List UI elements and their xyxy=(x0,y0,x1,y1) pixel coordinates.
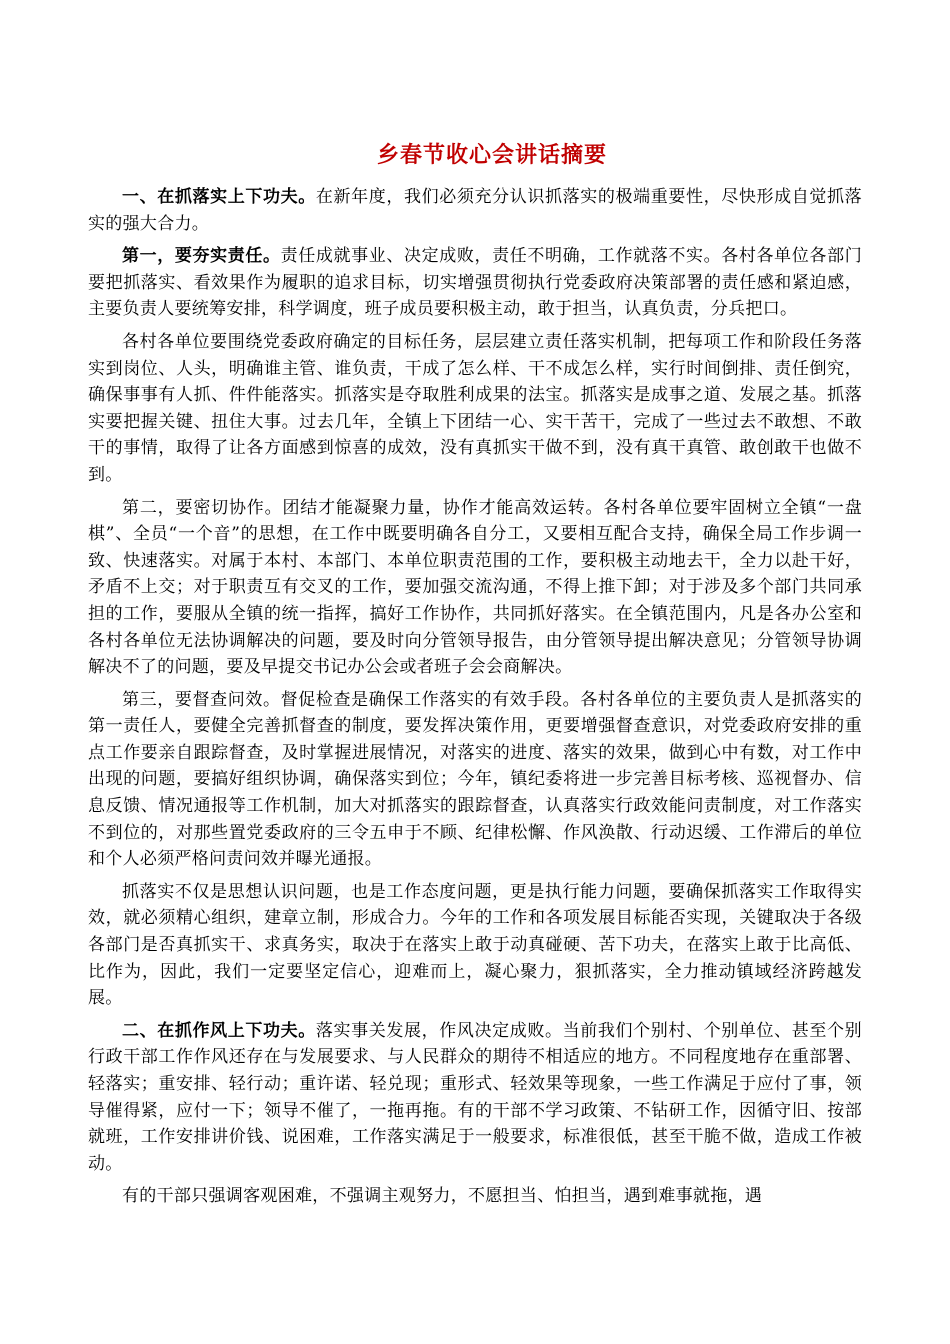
subheading-first: 第一，要夯实责任。 xyxy=(122,246,281,267)
paragraph-8 xyxy=(88,1183,862,1210)
document-title: 乡春节收心会讲话摘要 xyxy=(376,142,607,168)
paragraph-1 xyxy=(88,184,862,237)
paragraph-7 xyxy=(88,1018,862,1178)
paragraph-text: 第二，要密切协作。团结才能凝聚力量，协作才能高效运转。各村各单位要牢固树立全镇“一盘棋”、全员“一个音”的思想，在工作中既要明确各自分工，又要相互配合支持，确保全局工作步调一致、快速落实。对属于本村、本部门、本单位职责范围的工作，要积极主动地去干，全力以赴干好，矛盾不上交；对于职责互有交叉的工作，要加强交流沟通，不得上推下卸；对于涉及多个部门共同承担的工作，要服从全镇的统一指挥，搞好工作协作，共同抓好落实。在全镇范围内，凡是各办公室和各村各单位无法协调解决的问题，要及时向分管领导报告，由分管领导提出解决意见；分管领导协调解决不了的问题，要及早提交书记办公会或者班子会会商解决。 xyxy=(88,497,862,678)
paragraph-text: 有的干部只强调客观困难，不强调主观努力，不愿担当、怕担当，遇到难事就拖，遇 xyxy=(122,1186,763,1207)
paragraph-text: 责任成就事业、决定成败，责任不明确，工作就落不实。各村各单位各部门要把抓落实、看效果作为履职的追求目标，切实增强贯彻执行党委政府决策部署的责任感和紧迫感，主要负责人要统筹安排，科学调度，班子成员要积极主动，敢于担当，认真负责，分兵把口。 xyxy=(88,246,862,320)
paragraph-2 xyxy=(88,243,862,323)
paragraph-text: 抓落实不仅是思想认识问题，也是工作态度问题，更是执行能力问题，要确保抓落实工作取得实效，就必须精心组织，建章立制，形成合力。今年的工作和各项发展目标能否实现，关键取决于各级各部门是否真抓实干、求真务实，取决于在落实上敢于动真碰硬、苦下功夫，在落实上敢于比高低、比作为，因此，我们一定要坚定信心，迎难而上，凝心聚力，狠抓落实，全力推动镇域经济跨越发展。 xyxy=(88,881,862,1009)
paragraph-6 xyxy=(88,879,862,1012)
paragraph-4 xyxy=(88,495,862,681)
paragraph-text: 各村各单位要围绕党委政府确定的目标任务，层层建立责任落实机制，把每项工作和阶段任务落实到岗位、人头，明确谁主管、谁负责，干成了怎么样、干不成怎么样，实行时间倒排、责任倒究，确保事事有人抓、件件能落实。抓落实是夺取胜利成果的法宝。抓落实是成事之道、发展之基。抓落实要把握关键、扭住大事。过去几年，全镇上下团结一心、实干苦干，完成了一些过去不敢想、不敢干的事情，取得了让各方面感到惊喜的成效，没有真抓实干做不到，没有真干真管、敢创敢干也做不到。 xyxy=(88,331,862,485)
section-heading-1: 一、在抓落实上下功夫。 xyxy=(122,187,316,207)
document-page xyxy=(88,138,862,1216)
section-heading-2: 二、在抓作风上下功夫。 xyxy=(122,1020,316,1041)
paragraph-text: 在新年度，我们必须充分认识抓落实的极端重要性，尽快形成自觉抓落实的强大合力。 xyxy=(88,187,862,234)
paragraph-5 xyxy=(88,687,862,873)
paragraph-3 xyxy=(88,329,862,489)
paragraph-text: 第三，要督查问效。督促检查是确保工作落实的有效手段。各村各单位的主要负责人是抓落实的第一责任人，要健全完善抓督查的制度，要发挥决策作用，更要增强督查意识，对党委政府安排的重点工作要亲自跟踪督查，及时掌握进展情况，对落实的进度、落实的效果，做到心中有数，对工作中出现的问题，要搞好组织协调，确保落实到位；今年，镇纪委将进一步完善目标考核、巡视督办、信息反馈、情况通报等工作机制，加大对抓落实的跟踪督查，认真落实行政效能问责制度，对工作落实不到位的，对那些置党委政府的三令五申于不顾、纪律松懈、作风涣散、行动迟缓、工作滞后的单位和个人必须严格问责问效并曝光通报。 xyxy=(88,689,862,870)
paragraph-text: 落实事关发展，作风决定成败。当前我们个别村、个别单位、甚至个别行政干部工作作风还存在与发展要求、与人民群众的期待不相适应的地方。不同程度地存在重部署、轻落实；重安排、轻行动；重许诺、轻兑现；重形式、轻效果等现象，一些工作满足于应付了事，领导催得紧，应付一下；领导不催了，一拖再拖。有的干部不学习政策、不钻研工作，因循守旧、按部就班，工作安排讲价钱、说困难，工作落实满足于一般要求，标准很低，甚至干脆不做，造成工作被动。 xyxy=(88,1020,862,1174)
